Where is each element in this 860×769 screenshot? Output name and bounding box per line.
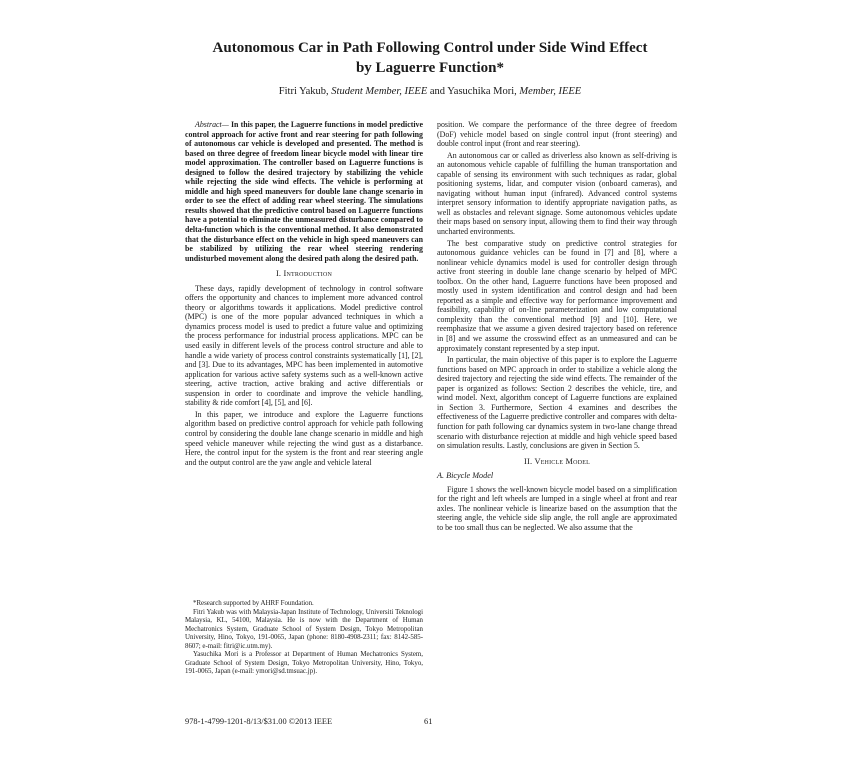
abstract-lead: Abstract— bbox=[195, 120, 229, 129]
left-column bbox=[185, 120, 423, 469]
footnote-3: Yasuchika Mori is a Professor at Department of Human Mechatronics System, Graduate School of System Design, Tokyo Metropolitan University, Hino, Tokyo, 191-0065, Japan (e-mail: ymori@sd.tmsuac.jp). bbox=[185, 651, 423, 675]
subsection-heading-bicycle-model: A. Bicycle Model bbox=[437, 471, 494, 481]
footnotes bbox=[185, 600, 423, 677]
right-paragraph-continued: position. We compare the performance of the three degree of freedom (DoF) vehicle model based on single control input (front steering) and double control input (front and rear steering). bbox=[437, 120, 677, 149]
author-1: Fitri Yakub, bbox=[278, 86, 329, 97]
footnote-1: *Research supported by AHRF Foundation. bbox=[193, 600, 314, 607]
right-paragraph-1: An autonomous car or called as driverless also known as self-driving is an autonomous vehicle capable of fulfilling the human transportation and capable of sensing its environment with such techniques as radar, global positioning systems, lidar, and computer vision (onboard cameras), and navigating without human input (infrared). Advanced control systems interpret sensory information to identify appropriate navigation paths, as well as obstacles and relevant signage. Some autonomous vehicles update their maps based on sensory input, allowing them to find their way through uncharted environments. bbox=[437, 150, 677, 237]
abstract bbox=[185, 120, 423, 263]
author-1-role: Student Member, IEEE bbox=[331, 86, 428, 97]
title-line-2: by Laguerre Function* bbox=[355, 60, 505, 76]
intro-paragraph-1: These days, rapidly development of technology in control software offers the opportunity and chances to implement more advanced control theory or algorithms towards it applications. Model predictive control (MPC) is one of the more popular advanced techniques in which a dynamics process model is used to predict a future value and optimizing the process performance for industrial process applications. MPC can be used easily in different levels of the process control structure and able to handle a wide variety of process control constraints systematically [1], [2], and [3]. Due to its advantages, MPC has been implemented in automotive application for various active safety systems such as a well-known active steering, active traction, active braking and active differentials or suspension in order to coordinate and improve the vehicle handling, stability & ride comfort [4], [5], and [6]. bbox=[185, 283, 423, 408]
intro-paragraph-2: In this paper, we introduce and explore the Laguerre functions algorithm based on predictive control approach for vehicle path following control by considering the double lane change scenario in middle and high speed vehicle maneuver while rejecting the wind gust as a distarbance. Here, the control input for the system is the front and rear steering angle and the output control are the yaw angle and vehicle lateral bbox=[185, 409, 423, 467]
abstract-body: In this paper, the Laguerre functions in model predictive control approach for active front and rear steering for path following of autonomous car vehicle is developed and presented. The method is based on three degree of freedom linear bicycle model with linear tire model approximation. The controller based on Laguerre functions is designed to follow the desired trajectory by stabilizing the vehicle while rejecting the side wind effects. The vehicle is performing at middle and high speed maneuvers for double lane change scenario in order to see the effect of adding rear wheel steering. The simulations results showed that the predictive control based on Laguerre functions have a potential to eliminate the unmeasured disturbance compared to delta-function which is the conventional method. It also demonstrated that the disturbance effect on the vehicle in high speed maneuvers can be stabilized by utilizing the rear wheel steering rendering undisturbed movement along the desired path along the desired path. bbox=[185, 120, 423, 263]
author-2: and Yasuchika Mori, bbox=[429, 86, 517, 97]
paper-title bbox=[120, 38, 740, 78]
right-column bbox=[437, 120, 677, 534]
section-heading-vehicle-model: II. Vehicle Model bbox=[524, 456, 590, 466]
right-paragraph-2: The best comparative study on predictive control strategies for autonomous guidance vehicles can be found in [7] and [8], where a nonlinear vehicle dynamics model is used for controller design through active front steering in double lane change scenario by helped of MPC toolbox. On the other hand, Laguerre functions have been proposed and mostly used in system identification and control design and had been reported as a simple and effective way for performance improvement and feasibility, capability of on-line parameterization and low computational complexity than the conventional method [9] and [10]. Here, we reemphasize that we assume a given desired trajectory based on reference in [8] and we assume the crosswind effect as an unmeasured and can be approximately constant represented by a step input. bbox=[437, 238, 677, 353]
right-paragraph-4: Figure 1 shows the well-known bicycle model based on a simplification for the right and left wheels are lumped in a single wheel at front and rear axles. The nonlinear vehicle is linearize based on the assumption that the steering angle, the vehicle side slip angle, the roll angle are approximated to be too small thus can be neglected. We also assume that the bbox=[437, 484, 677, 532]
footnote-2: Fitri Yakub was with Malaysia-Japan Institute of Technology, Universiti Teknologi Malaysia, KL, 54100, Malaysia. He is now with the Department of Human Mechatronics System, Graduate School of System Design, Tokyo Metropolitan University, Hino, Tokyo, 191-0065, Japan (phone: 8180-4908-2311; fax: 8142-585-8607; e-mail: fitri@ic.utm.my). bbox=[185, 608, 423, 650]
author-2-role: Member, IEEE bbox=[519, 86, 582, 97]
author-line bbox=[120, 85, 740, 99]
footer-isbn: 978-1-4799-1201-8/13/$31.00 ©2013 IEEE bbox=[185, 717, 333, 726]
title-line-1: Autonomous Car in Path Following Control under Side Wind Effect bbox=[212, 40, 648, 56]
page-number: 61 bbox=[424, 717, 433, 726]
right-paragraph-3: In particular, the main objective of this paper is to explore the Laguerre functions based on MPC approach in order to stabilize a vehicle along the desired trajectory and rejecting the side wind effects. The remainder of the paper is organized as follows: Section 2 describes the vehicle, tire, and wind model. Next, algorithm concept of Laguerre functions are explained in Section 3. Furthermore, Section 4 examines and describes the effectiveness of the Laguerre predictive controller and compares with delta-function for path following car dynamics system in two-lane change thread scenario with disturbance rejection at middle and high vehicle speed based on simulation results. Lastly, conclusions are given in Section 5. bbox=[437, 355, 677, 451]
section-heading-introduction: I. Introduction bbox=[275, 269, 333, 279]
